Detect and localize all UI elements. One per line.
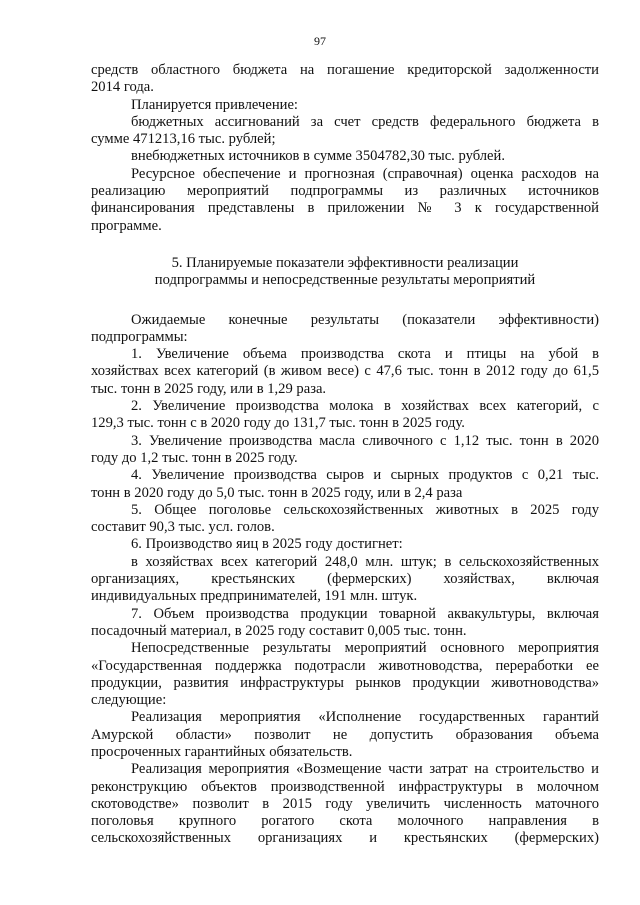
paragraph-line: продукции, развития инфраструктуры рынков продукции животноводства» [91, 674, 599, 691]
paragraph-line: Ожидаемые конечные результаты (показатели эффективности) [131, 311, 599, 328]
paragraph-line: хозяйствах всех категорий (в живом весе) с 47,6 тыс. тонн в 2012 году до 61,5 [91, 363, 599, 380]
paragraph-line: 2. Увеличение производства молока в хозяйствах всех категорий, с [131, 398, 599, 415]
paragraph-line: поголовья крупного рогатого скота молочного направления в [91, 813, 599, 830]
paragraph-line: Непосредственные результаты мероприятий основного мероприятия [131, 640, 599, 657]
paragraph-line: скотоводстве» позволит в 2015 году увеличить численность маточного [91, 795, 599, 812]
paragraph-line: 3. Увеличение производства масла сливочного с 1,12 тыс. тонн в 2020 [131, 432, 599, 449]
paragraph-line: тонн в 2020 году до 5,0 тыс. тонн в 2025 году, или в 2,4 раза [91, 484, 463, 501]
paragraph-line: реализацию мероприятий подпрограммы из различных источников [91, 183, 599, 200]
paragraph-line: 1. Увеличение объема производства скота и птицы на убой в [131, 346, 599, 363]
page-number: 97 [314, 34, 326, 48]
paragraph-line: 5. Общее поголовье сельскохозяйственных животных в 2025 году [131, 501, 599, 518]
paragraph-line: следующие: [91, 692, 167, 709]
paragraph-line: Планируется привлечение: [131, 96, 298, 113]
section-heading: 5. Планируемые показатели эффективности реализации [171, 254, 519, 271]
document-body [91, 62, 599, 848]
paragraph-line: составит 90,3 тыс. усл. голов. [91, 519, 275, 536]
paragraph-line: подпрограммы: [91, 328, 188, 345]
paragraph-line: в хозяйствах всех категорий 248,0 млн. штук; в сельскохозяйственных [131, 553, 599, 570]
paragraph-line: Ресурсное обеспечение и прогнозная (справочная) оценка расходов на [131, 165, 599, 182]
paragraph-line: 7. Объем производства продукции товарной аквакультуры, включая [131, 605, 599, 622]
paragraph-line: сельскохозяйственных организациях и крестьянских (фермерских) [91, 830, 599, 847]
paragraph-line: средств областного бюджета на погашение кредиторской задолженности [91, 62, 599, 78]
paragraph-line: тыс. тонн в 2025 году, или в 1,29 раза. [91, 380, 327, 397]
paragraph-line: программе. [91, 217, 162, 234]
paragraph-line: году до 1,2 тыс. тонн в 2025 году. [91, 449, 298, 466]
paragraph-line: Реализация мероприятия «Исполнение государственных гарантий [131, 709, 599, 726]
paragraph-line: 6. Производство яиц в 2025 году достигнет: [131, 536, 403, 553]
paragraph-line: «Государственная поддержка подотрасли животноводства, переработки ее [91, 657, 599, 674]
paragraph-line: 129,3 тыс. тонн с в 2020 году до 131,7 тыс. тонн в 2025 году. [91, 415, 465, 432]
paragraph-line: посадочный материал, в 2025 году составит 0,005 тыс. тонн. [91, 622, 467, 639]
paragraph-line: Амурской области» позволит не допустить образования объема [91, 726, 599, 743]
paragraph-line: финансирования представлены в приложении № 3 к государственной [91, 200, 599, 217]
paragraph-line: организациях, крестьянских (фермерских) хозяйствах, включая [91, 571, 599, 588]
section-heading: подпрограммы и непосредственные результаты мероприятий [154, 272, 536, 289]
paragraph-line: просроченных гарантийных обязательств. [91, 743, 353, 760]
paragraph-line: 2014 года. [91, 79, 154, 96]
paragraph-line: внебюджетных источников в сумме 3504782,30 тыс. рублей. [131, 148, 505, 165]
paragraph-line: сумме 471213,16 тыс. рублей; [91, 131, 276, 148]
paragraph-line: Реализация мероприятия «Возмещение части затрат на строительство и [131, 761, 599, 778]
paragraph-line: индивидуальных предпринимателей, 191 млн. штук. [91, 588, 418, 605]
paragraph-line: реконструкцию объектов производственной инфраструктуры в молочном [91, 778, 599, 795]
paragraph-line: 4. Увеличение производства сыров и сырных продуктов с 0,21 тыс. [131, 467, 599, 484]
paragraph-line: бюджетных ассигнований за счет средств федерального бюджета в [131, 113, 599, 130]
